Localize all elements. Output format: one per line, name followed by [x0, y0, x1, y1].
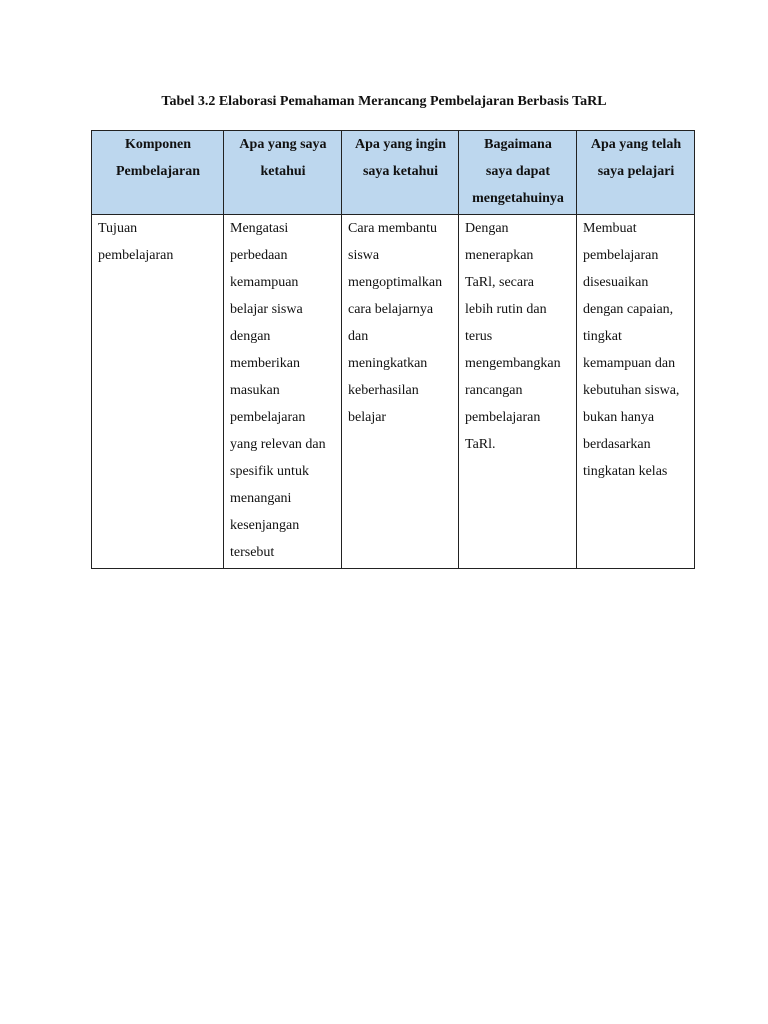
cell-line: meningkatkan	[348, 356, 428, 371]
cell-line: terus	[465, 329, 493, 344]
header-line: Pembelajaran	[116, 164, 200, 179]
cell-line: spesifik untuk	[230, 464, 309, 479]
table-caption: Tabel 3.2 Elaborasi Pemahaman Merancang Pembelajaran Berbasis TaRL	[161, 94, 607, 109]
cell-line: rancangan	[465, 383, 523, 398]
cell-line: bukan hanya	[583, 410, 655, 425]
cell-line: Membuat	[583, 221, 637, 236]
cell-apa-yang-saya-ketahui	[224, 215, 342, 569]
header-line: mengetahuinya	[472, 191, 564, 206]
header-bagaimana-saya-dapat-mengetahuinya	[459, 131, 577, 215]
header-line: ketahui	[260, 164, 306, 179]
cell-line: dengan	[230, 329, 271, 344]
cell-line: keberhasilan	[348, 383, 419, 398]
cell-line: disesuaikan	[583, 275, 649, 290]
cell-komponen	[92, 215, 224, 569]
cell-line: pembelajaran	[98, 248, 174, 263]
cell-line: memberikan	[230, 356, 300, 371]
cell-line: belajar	[348, 410, 387, 425]
cell-bagaimana-saya-dapat-mengetahuinya	[459, 215, 577, 569]
cell-line: berdasarkan	[583, 437, 651, 452]
header-apa-yang-telah-saya-pelajari	[577, 131, 695, 215]
cell-line: Cara membantu	[348, 221, 438, 236]
header-line: Bagaimana	[484, 137, 552, 152]
table-header-row	[92, 131, 695, 215]
cell-line: pembelajaran	[465, 410, 541, 425]
cell-line: tersebut	[230, 545, 275, 560]
cell-line: perbedaan	[230, 248, 288, 263]
cell-line: menerapkan	[465, 248, 534, 263]
header-line: Apa yang saya	[239, 137, 327, 152]
cell-line: pembelajaran	[583, 248, 659, 263]
header-apa-yang-saya-ketahui	[224, 131, 342, 215]
header-line: Apa yang ingin	[354, 137, 447, 152]
header-line: saya pelajari	[597, 164, 675, 179]
cell-line: mengoptimalkan	[348, 275, 443, 290]
cell-line: siswa	[348, 248, 380, 263]
header-line: Apa yang telah	[590, 137, 682, 152]
header-line: saya ketahui	[362, 164, 439, 179]
header-apa-yang-ingin-saya-ketahui	[342, 131, 459, 215]
cell-line: TaRl, secara	[465, 275, 534, 290]
cell-line: dan	[348, 329, 369, 344]
header-line: saya dapat	[485, 164, 551, 179]
cell-line: menangani	[230, 491, 292, 506]
cell-line: mengembangkan	[465, 356, 561, 371]
cell-line: tingkat	[583, 329, 622, 344]
cell-line: yang relevan dan	[230, 437, 326, 452]
cell-line: kemampuan	[230, 275, 299, 290]
header-line: Komponen	[124, 137, 192, 152]
cell-line: masukan	[230, 383, 280, 398]
cell-line: kemampuan dan	[583, 356, 676, 371]
cell-line: cara belajarnya	[348, 302, 434, 317]
cell-line: Mengatasi	[230, 221, 289, 236]
cell-line: tingkatan kelas	[583, 464, 668, 479]
cell-line: pembelajaran	[230, 410, 306, 425]
cell-apa-yang-telah-saya-pelajari	[577, 215, 695, 569]
cell-line: TaRl.	[465, 437, 496, 452]
cell-line: kesenjangan	[230, 518, 300, 533]
table-row	[92, 215, 695, 569]
header-komponen-pembelajaran	[92, 131, 224, 215]
cell-line: belajar siswa	[230, 302, 303, 317]
cell-line: dengan capaian,	[583, 302, 674, 317]
cell-apa-yang-ingin-saya-ketahui	[342, 215, 459, 569]
cell-line: kebutuhan siswa,	[583, 383, 680, 398]
cell-line: Dengan	[465, 221, 509, 236]
cell-line: Tujuan	[98, 221, 138, 236]
cell-line: lebih rutin dan	[465, 302, 547, 317]
elaboration-table	[91, 130, 695, 569]
